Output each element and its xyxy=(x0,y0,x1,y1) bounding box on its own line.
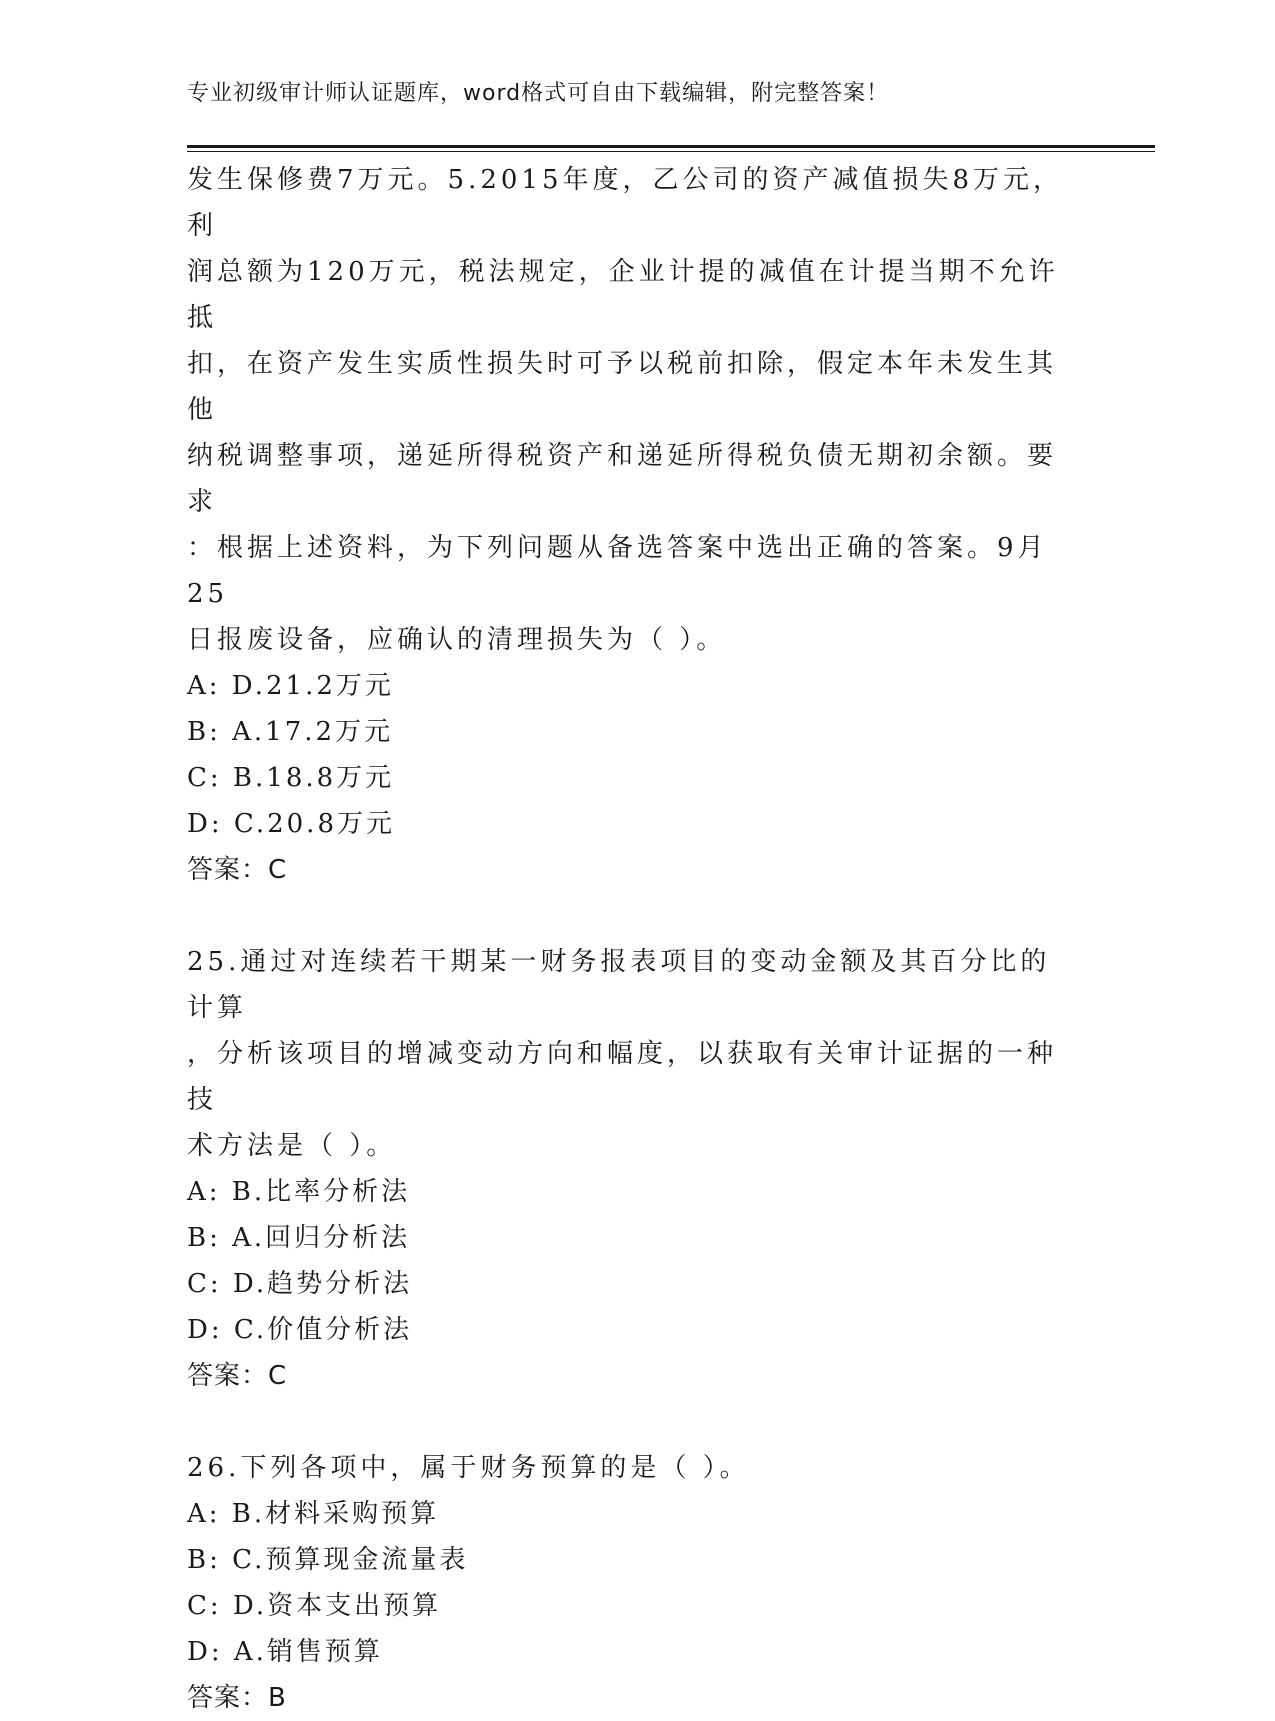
question-text-line: ，分析该项目的增减变动方向和幅度，以获取有关审计证据的一种技 xyxy=(187,1039,1058,1115)
page-header: 专业初级审计师认证题库，word格式可自由下载编辑，附完整答案！ xyxy=(187,81,890,106)
header-rule-thick xyxy=(187,145,1155,148)
question-text-line: 25.通过对连续若干期某一财务报表项目的变动金额及其百分比的计算 xyxy=(187,947,1051,1023)
option-d: D: C.价值分析法 xyxy=(187,1315,413,1345)
question-text-line: 发生保修费7万元。5.2015年度，乙公司的资产减值损失8万元，利 xyxy=(187,165,1064,241)
question-text-line: 日报废设备，应确认的清理损失为（ ）。 xyxy=(187,625,727,655)
option-b: B: A.回归分析法 xyxy=(187,1223,411,1253)
question-text-line: 纳税调整事项，递延所得税资产和递延所得税负债无期初余额。要求 xyxy=(187,441,1058,517)
option-a: A: D.21.2万元 xyxy=(187,671,394,701)
question-text-line: 26.下列各项中，属于财务预算的是（ ）。 xyxy=(187,1453,750,1483)
spacer xyxy=(187,1399,1077,1445)
header-rule-thin xyxy=(187,151,1155,152)
option-c: C: B.18.8万元 xyxy=(187,763,395,793)
spacer xyxy=(187,893,1077,939)
answer: 答案：C xyxy=(187,1361,288,1391)
question-text-line: 术方法是（ ）。 xyxy=(187,1131,397,1161)
answer: 答案：B xyxy=(187,1683,287,1713)
option-c: C: D.趋势分析法 xyxy=(187,1269,413,1299)
question-24 xyxy=(187,157,1077,893)
document-body xyxy=(187,157,1077,1721)
answer: 答案：C xyxy=(187,855,288,885)
option-b: B: C.预算现金流量表 xyxy=(187,1545,469,1575)
question-text-line: 润总额为120万元，税法规定，企业计提的减值在计提当期不允许抵 xyxy=(187,257,1059,333)
question-25 xyxy=(187,939,1077,1399)
option-a: A: B.材料采购预算 xyxy=(187,1499,440,1529)
option-b: B: A.17.2万元 xyxy=(187,717,394,747)
option-d: D: C.20.8万元 xyxy=(187,809,395,839)
option-a: A: B.比率分析法 xyxy=(187,1177,411,1207)
option-c: C: D.资本支出预算 xyxy=(187,1591,442,1621)
option-d: D: A.销售预算 xyxy=(187,1637,383,1667)
question-text-line: ：根据上述资料，为下列问题从备选答案中选出正确的答案。9月25 xyxy=(187,533,1048,609)
question-text-line: 扣，在资产发生实质性损失时可予以税前扣除，假定本年未发生其他 xyxy=(187,349,1058,425)
question-26 xyxy=(187,1445,1077,1721)
